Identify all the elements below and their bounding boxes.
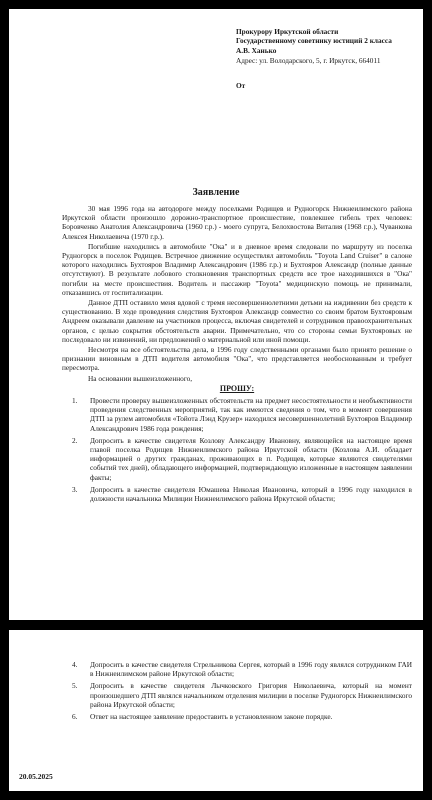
- from-label: От: [236, 80, 246, 90]
- document-title: Заявление: [192, 187, 240, 198]
- request-list-continued: [62, 660, 412, 721]
- addressee-line2: Государственному советнику юстиций 2 класса: [236, 36, 392, 46]
- paragraph: Несмотря на все обстоятельства дела, в 1996 году следственными органами было принято решение о признании виновным в ДТП водителя автомобиля "Ока", что представляется необоснованным и требует пересмотра.: [62, 345, 412, 373]
- list-item: [62, 396, 412, 433]
- addressee-block: [236, 27, 412, 90]
- item-number: 2.: [72, 435, 78, 445]
- item-text: Допросить в качестве свидетеля Стрельникова Сергея, который в 1996 году являлся сотрудником ГАИ в Нижнеилимском районе Иркутской области;: [90, 660, 412, 679]
- paragraph: 30 мая 1996 года на автодороге между поселками Родищев и Рудногорск Нижнеилимского района Иркутской области произошло дорожно-транспортное происшествие, повлекшее гибель трех человек: Боровченко Анатолия Александровича (1960 г.р.) - моего супруга, Белохвостова Виталия (1968 г.р.), Чуванкова Алексея Николаевича (1970 г.р.).: [62, 204, 412, 241]
- item-number: 6.: [72, 712, 78, 722]
- paragraph: На основании вышеизложенного,: [88, 373, 193, 383]
- item-text: Провести проверку вышеизложенных обстоятельств на предмет несостоятельности и необъективности проведения следственных мероприятий, так как имеются сведения о том, что в момент совершения ДТП за рулем автомобиля «Тойота Лэнд Крузер» находился несовершеннолетний Бухтояров Владимир Александрович 1986 года рождения;: [90, 396, 412, 433]
- list-item: [62, 485, 412, 503]
- document-page-1: [9, 9, 423, 620]
- list-item: [62, 681, 412, 709]
- request-heading: ПРОШУ:: [219, 383, 255, 393]
- addressee-line1: Прокурору Иркутской области: [236, 27, 339, 36]
- paragraph: Данное ДТП оставило меня вдовой с тремя несовершеннолетними детьми на иждивении без средств к существованию. В ходе проведения следствия Бухтояров Александр совместно со своим братом Бухтояровым Андреем оказывали давление на участников процесса, включая свидетелей и сотрудников правоохранительных органов, с целью сокрытия обстоятельств аварии. Примечательно, что со стороны семьи Бухтояровых не последовало ни извинений, ни предложений о материальной или иной помощи.: [62, 298, 412, 344]
- addressee-name: А.В. Ханько: [236, 45, 277, 55]
- item-number: 1.: [72, 396, 78, 406]
- addressee-address: Адрес: ул. Володарского, 5, г. Иркутск, 664011: [236, 56, 381, 66]
- item-text: Ответ на настоящее заявление предоставить в установленном законе порядке.: [90, 712, 333, 722]
- item-number: 4.: [72, 660, 78, 669]
- item-text: Допросить в качестве свидетеля Козлову Александру Ивановну, являющейся на настоящее время главой поселка Родищев Нижнеилимского района Иркутской области (Козлова А.И. обладает информацией о других гражданах, проживающих в п. Родищев, которые являются свидетелями событий тех дней), обладающего информацией, подтверждающую изложенные в настоящем заявлении факты;: [90, 435, 412, 482]
- list-item: [62, 712, 412, 721]
- paragraph: Погибшие находились в автомобиле "Ока" и в дневное время следовали по маршруту из поселка Рудногорск в поселок Родищев. Встречное движение осуществлял автомобиль "Toyota Land Cruiser" в салоне которого находились Бухтояров Владимир Александрович (1986 г.р.) и Бухтояров Александр (полные данные отсутствуют). В результате лобового столкновения транспортных средств все трое находившихся в "Ока" погибли на месте происшествия. Водитель и пассажир "Toyota" медицинскую помощь не принимали, отказавшись от госпитализации.: [62, 241, 412, 297]
- document-page-2: [9, 630, 423, 791]
- document-body-continued: [62, 660, 412, 724]
- list-item: [62, 436, 412, 482]
- request-list: [62, 396, 412, 503]
- item-number: 3.: [72, 484, 78, 494]
- item-text: Допросить в качестве свидетеля Лычковского Григория Николаевича, который на момент произошедшего ДТП являлся начальником отделения милиции в поселке Рудногорск Нижнеилимского района Иркутской области;: [90, 681, 412, 709]
- document-body: [62, 204, 412, 506]
- item-number: 5.: [72, 681, 78, 691]
- item-text: Допросить в качестве свидетеля Юмашева Николая Ивановича, который в 1996 году находился в должности начальника Милиции Нижнеилимского района Иркутской области;: [90, 484, 412, 504]
- list-item: [62, 660, 412, 678]
- document-date: 20.05.2025: [19, 772, 53, 781]
